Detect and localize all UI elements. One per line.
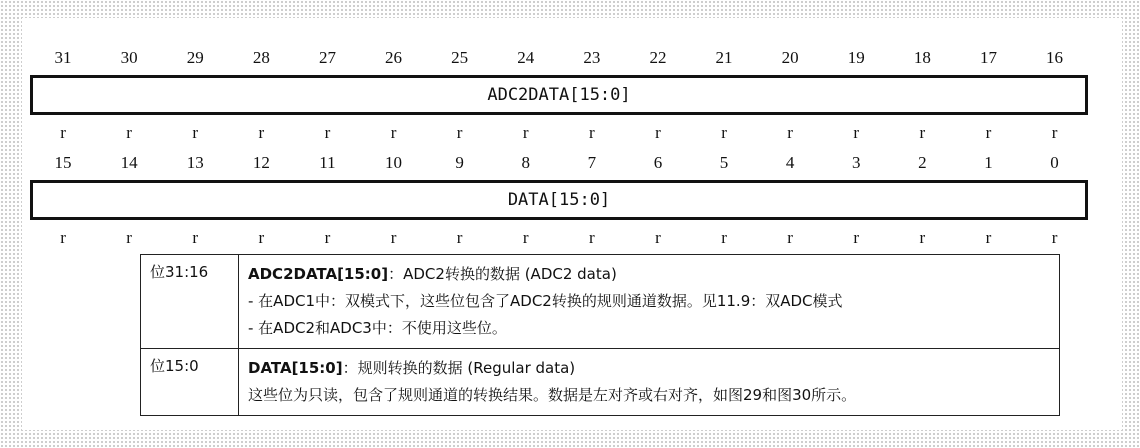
bit-access: r	[456, 228, 463, 247]
bit-number: 14	[120, 153, 138, 172]
bit-access: r	[985, 228, 992, 247]
lower-field-name: DATA[15:0]	[507, 190, 611, 210]
bit-number: 24	[517, 48, 535, 67]
bit-number: 29	[186, 48, 204, 67]
bit-access: r	[192, 228, 199, 247]
bit-number: 17	[979, 48, 997, 67]
bit-description-table	[140, 254, 1060, 416]
upper-bit-numbers	[22, 46, 1122, 70]
bit-access: r	[1051, 228, 1058, 247]
desc-line: - 在ADC1中：双模式下，这些位包含了ADC2转换的规则通道数据。见11.9：双ADC模式	[248, 292, 843, 310]
bit-access: r	[192, 123, 199, 142]
upper-field-box	[30, 75, 1088, 115]
bit-access: r	[522, 123, 529, 142]
lower-bit-numbers	[22, 151, 1122, 175]
bit-access: r	[258, 123, 265, 142]
bit-access: r	[985, 123, 992, 142]
bit-access: r	[919, 228, 926, 247]
bit-number: 28	[252, 48, 270, 67]
bit-access: r	[721, 123, 727, 142]
bit-access: r	[721, 228, 727, 247]
bit-number: 6	[653, 153, 663, 172]
bit-access: r	[126, 123, 132, 142]
upper-field-name: ADC2DATA[15:0]	[487, 85, 631, 105]
bit-number: 5	[719, 153, 729, 172]
field-title-upper: ：ADC2转换的数据 (ADC2 data)	[388, 265, 617, 283]
field-name-upper: ADC2DATA[15:0]	[248, 265, 389, 283]
bit-access: r	[60, 123, 66, 142]
bit-access: r	[390, 123, 397, 142]
bit-access: r	[324, 228, 331, 247]
desc-title-upper	[248, 261, 1051, 288]
bit-number: 22	[649, 48, 667, 67]
bit-number: 23	[583, 48, 601, 67]
bit-number: 9	[455, 153, 464, 172]
desc-title-lower	[248, 355, 1051, 382]
desc-line: 这些位为只读，包含了规则通道的转换结果。数据是左对齐或右对齐，如图29和图30所示。	[248, 386, 857, 404]
bit-number: 8	[521, 153, 530, 172]
bit-number: 18	[913, 48, 931, 67]
bit-access: r	[60, 228, 66, 247]
bit-access: r	[853, 123, 860, 142]
bit-access: r	[522, 228, 529, 247]
bit-number: 25	[451, 48, 469, 67]
bit-number: 0	[1050, 153, 1059, 172]
desc-row-upper	[141, 255, 1060, 349]
bit-access: r	[390, 228, 397, 247]
bit-access: r	[258, 228, 265, 247]
desc-row-lower	[141, 349, 1060, 416]
bit-number: 26	[385, 48, 403, 67]
upper-access-row	[22, 121, 1122, 145]
bit-access: r	[456, 123, 463, 142]
desc-bits-lower: 位15:0	[141, 349, 239, 416]
desc-text-lower	[239, 349, 1060, 416]
bit-access: r	[655, 123, 661, 142]
bit-access: r	[589, 228, 595, 247]
field-title-lower: ：规则转换的数据 (Regular data)	[342, 359, 576, 377]
bit-access: r	[126, 228, 132, 247]
bit-number: 13	[186, 153, 204, 172]
desc-line: - 在ADC2和ADC3中：不使用这些位。	[248, 319, 507, 337]
lower-access-row	[22, 226, 1122, 250]
bit-number: 11	[319, 153, 336, 172]
field-name-lower: DATA[15:0]	[248, 359, 343, 377]
bit-number: 20	[781, 48, 799, 67]
bit-number: 4	[785, 153, 795, 172]
bit-access: r	[787, 228, 793, 247]
bit-number: 16	[1046, 48, 1064, 67]
bit-access: r	[853, 228, 860, 247]
desc-bits-upper: 位31:16	[141, 255, 239, 349]
bit-number: 12	[252, 153, 270, 172]
lower-field-box	[30, 180, 1088, 220]
bit-number: 3	[852, 153, 861, 172]
bit-number: 30	[120, 48, 138, 67]
bit-access: r	[1051, 123, 1058, 142]
bit-number: 31	[54, 48, 72, 67]
bit-access: r	[324, 123, 331, 142]
bit-number: 2	[918, 153, 927, 172]
bit-number: 1	[984, 153, 993, 172]
bit-number: 15	[54, 153, 72, 172]
register-document	[22, 18, 1122, 430]
bit-access: r	[655, 228, 661, 247]
bit-number: 10	[385, 153, 403, 172]
bit-number: 27	[318, 48, 336, 67]
bit-number: 19	[847, 48, 865, 67]
bit-access: r	[787, 123, 793, 142]
bit-access: r	[919, 123, 926, 142]
bit-number: 7	[587, 153, 597, 172]
bit-access: r	[589, 123, 595, 142]
bit-number: 21	[715, 48, 733, 67]
desc-text-upper	[239, 255, 1060, 349]
